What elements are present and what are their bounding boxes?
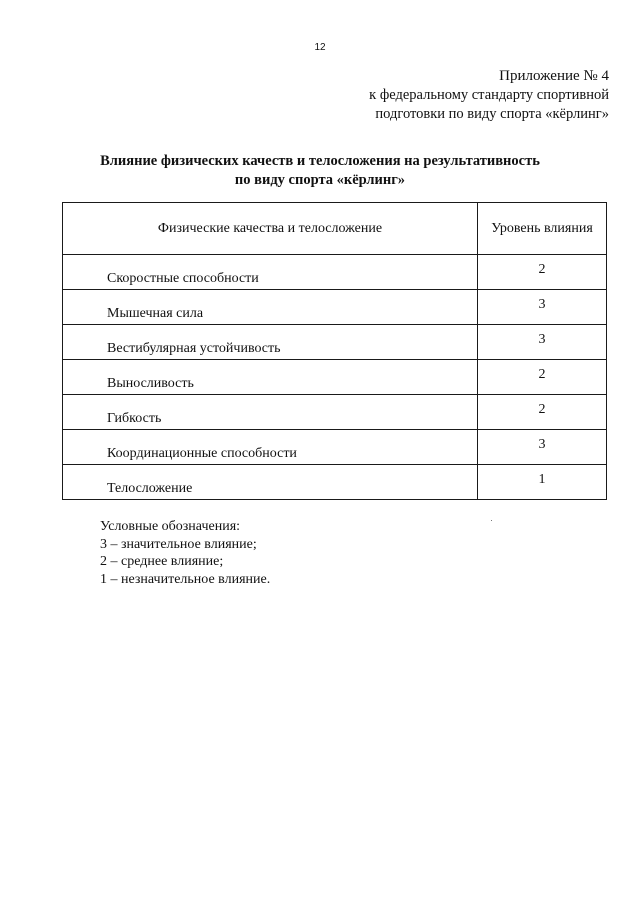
table-row	[63, 290, 607, 325]
legend-item-2: 2 – среднее влияние;	[100, 554, 224, 569]
level-value: 2	[538, 367, 546, 382]
quality-cell	[63, 325, 478, 360]
quality-label: Выносливость	[107, 376, 194, 391]
level-cell	[478, 255, 607, 290]
level-cell	[478, 325, 607, 360]
document-title	[0, 152, 640, 190]
level-cell	[478, 465, 607, 500]
influence-table	[62, 202, 607, 500]
table-row	[63, 430, 607, 465]
level-value: 3	[538, 297, 546, 312]
quality-cell	[63, 290, 478, 325]
legend	[100, 518, 270, 588]
quality-cell	[63, 465, 478, 500]
header-quality: Физические качества и телосложение	[63, 203, 478, 255]
legend-title: Условные обозначения:	[100, 519, 241, 534]
level-value: 1	[538, 472, 546, 487]
table-row	[63, 360, 607, 395]
quality-cell	[63, 255, 478, 290]
quality-cell	[63, 430, 478, 465]
quality-label: Мышечная сила	[107, 306, 204, 321]
appendix-line-2: подготовки по виду спорта «кёрлинг»	[375, 106, 609, 122]
table-header-row	[63, 203, 607, 255]
quality-cell	[63, 360, 478, 395]
quality-label: Гибкость	[107, 411, 162, 426]
legend-item-3: 3 – значительное влияние;	[100, 536, 257, 552]
quality-label: Скоростные способности	[107, 271, 259, 286]
appendix-header	[369, 67, 609, 124]
document-title-line-2: по виду спорта «кёрлинг»	[234, 172, 406, 188]
level-value: 3	[538, 332, 546, 347]
level-cell	[478, 290, 607, 325]
quality-cell	[63, 395, 478, 430]
scan-speck	[491, 520, 492, 521]
level-cell	[478, 360, 607, 395]
level-cell	[478, 395, 607, 430]
document-title-line-1: Влияние физических качеств и телосложения на результативность	[100, 153, 540, 169]
header-level: Уровень влияния	[478, 203, 607, 255]
table-row	[63, 395, 607, 430]
table-row	[63, 465, 607, 500]
level-value: 2	[538, 262, 546, 277]
level-value: 2	[538, 402, 546, 417]
quality-label: Телосложение	[107, 481, 193, 496]
quality-label: Вестибулярная устойчивость	[107, 341, 281, 356]
level-value: 3	[538, 437, 546, 452]
table-row	[63, 255, 607, 290]
level-cell	[478, 430, 607, 465]
appendix-line-1: к федеральному стандарту спортивной	[369, 87, 609, 103]
page-number: 12	[314, 42, 326, 53]
table-row	[63, 325, 607, 360]
appendix-title: Приложение № 4	[499, 68, 609, 84]
legend-item-1: 1 – незначительное влияние.	[100, 571, 271, 587]
quality-label: Координационные способности	[107, 446, 297, 461]
